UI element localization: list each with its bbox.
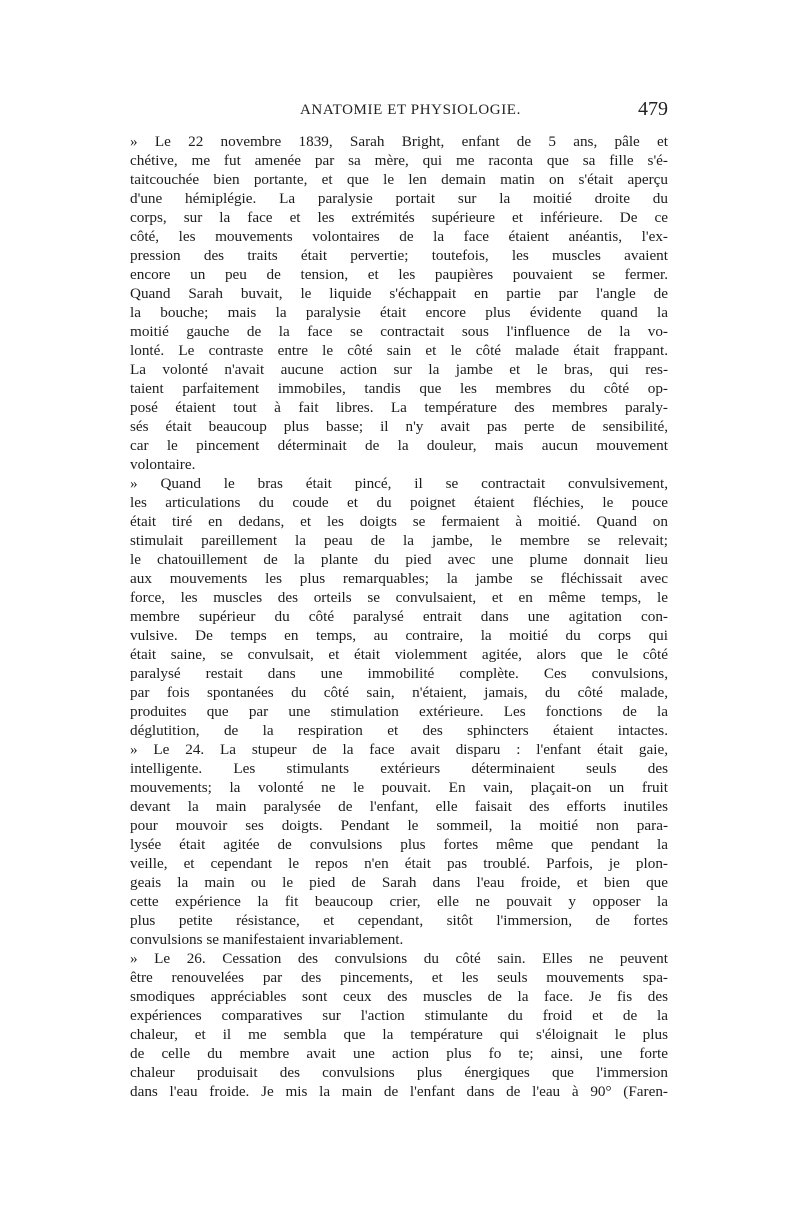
text-line: d'une hémiplégie. La paralysie portait sur la moitié droite du (130, 190, 668, 207)
text-line: était tiré en dedans, et les doigts se fermaient à moitié. Quand on (130, 513, 668, 530)
text-line: par fois spontanées du côté sain, n'étaient, jamais, du côté malade, (130, 684, 668, 701)
text-line: pression des traits était pervertie; toutefois, les muscles avaient (130, 247, 668, 264)
text-line: le chatouillement de la plante du pied avec une plume donnait lieu (130, 551, 668, 568)
page-number: 479 (638, 98, 668, 120)
text-line: chaleur produisait des convulsions plus énergiques que l'immersion (130, 1064, 668, 1081)
text-line: » Le 24. La stupeur de la face avait disparu : l'enfant était gaie, (130, 741, 668, 758)
text-line: car le pincement déterminait de la douleur, mais aucun mouvement (130, 437, 668, 454)
text-line: » Le 26. Cessation des convulsions du côté sain. Elles ne peuvent (130, 950, 668, 967)
text-line: stimulait pareillement la peau de la jambe, le membre se relevait; (130, 532, 668, 549)
text-line: aux mouvements les plus remarquables; la jambe se fléchissait avec (130, 570, 668, 587)
text-line: plus petite résistance, et cependant, sitôt l'immersion, de fortes (130, 912, 668, 929)
text-line: mouvements; la volonté ne le pouvait. En vain, plaçait-on un fruit (130, 779, 668, 796)
text-line: les articulations du coude et du poignet étaient fléchies, le pouce (130, 494, 668, 511)
text-line: force, les muscles des orteils se convulsaient, et en même temps, le (130, 589, 668, 606)
text-line: la bouche; mais la paralysie était encore plus évidente quand la (130, 304, 668, 321)
text-line: lonté. Le contraste entre le côté sain et le côté malade était frappant. (130, 342, 668, 359)
text-line: intelligente. Les stimulants extérieurs déterminaient seuls des (130, 760, 668, 777)
text-line: déglutition, de la respiration et des sphincters étaient intactes. (130, 722, 668, 739)
text-line: Quand Sarah buvait, le liquide s'échappait en partie par l'angle de (130, 285, 668, 302)
text-line: veille, et cependant le repos n'en était pas troublé. Parfois, je plon- (130, 855, 668, 872)
text-line: chétive, me fut amenée par sa mère, qui me raconta que sa fille s'é- (130, 152, 668, 169)
text-line: pour mouvoir ses doigts. Pendant le sommeil, la moitié non para- (130, 817, 668, 834)
text-line: produites que par une stimulation extérieure. Les fonctions de la (130, 703, 668, 720)
text-line: sés était beaucoup plus basse; il n'y avait pas perte de sensibilité, (130, 418, 668, 435)
text-line: taient parfaitement immobiles, tandis que les membres du côté op- (130, 380, 668, 397)
text-line: La volonté n'avait aucune action sur la jambe et le bras, qui res- (130, 361, 668, 378)
text-line: paralysé restait dans une immobilité complète. Ces convulsions, (130, 665, 668, 682)
text-line: membre supérieur du côté paralysé entrait dans une agitation con- (130, 608, 668, 625)
text-line: convulsions se manifestaient invariablement. (130, 931, 404, 948)
text-line: corps, sur la face et les extrémités supérieure et inférieure. De ce (130, 209, 668, 226)
text-line: côté, les mouvements volontaires de la face étaient anéantis, l'ex- (130, 228, 668, 245)
text-line: lysée était agitée de convulsions plus fortes même que pendant la (130, 836, 668, 853)
text-line: chaleur, et il me sembla que la température qui s'éloignait le plus (130, 1026, 668, 1043)
text-line: smodiques appréciables sont ceux des muscles de la face. Je fis des (130, 988, 668, 1005)
text-line: volontaire. (130, 456, 196, 473)
text-line: posé étaient tout à fait libres. La température des membres paraly- (130, 399, 668, 416)
text-line: expériences comparatives sur l'action stimulante du froid et de la (130, 1007, 668, 1024)
text-line: être renouvelées par des pincements, et les seuls mouvements spa- (130, 969, 668, 986)
text-line: cette expérience la fit beaucoup crier, elle ne pouvait y opposer la (130, 893, 668, 910)
text-line: taitcouchée bien portante, et que le len demain matin on s'était aperçu (130, 171, 668, 188)
text-line: devant la main paralysée de l'enfant, elle faisait des efforts inutiles (130, 798, 668, 815)
body-text (130, 132, 668, 1101)
running-title: ANATOMIE ET PHYSIOLOGIE. (300, 102, 521, 118)
text-line: encore un peu de tension, et les paupières pouvaient se fermer. (130, 266, 668, 283)
text-line: était saine, se convulsait, et était violemment agitée, alors que le côté (130, 646, 668, 663)
text-line: geais la main ou le pied de Sarah dans l'eau froide, et bien que (130, 874, 668, 891)
text-line: » Le 22 novembre 1839, Sarah Bright, enfant de 5 ans, pâle et (130, 133, 668, 150)
text-line: dans l'eau froide. Je mis la main de l'enfant dans de l'eau à 90° (Faren- (130, 1083, 668, 1100)
text-line: » Quand le bras était pincé, il se contractait convulsivement, (130, 475, 668, 492)
text-line: moitié gauche de la face se contractait sous l'influence de la vo- (130, 323, 668, 340)
text-line: de celle du membre avait une action plus fo te; ainsi, une forte (130, 1045, 668, 1062)
text-line: vulsive. De temps en temps, au contraire, la moitié du corps qui (130, 627, 668, 644)
running-head (130, 98, 668, 124)
